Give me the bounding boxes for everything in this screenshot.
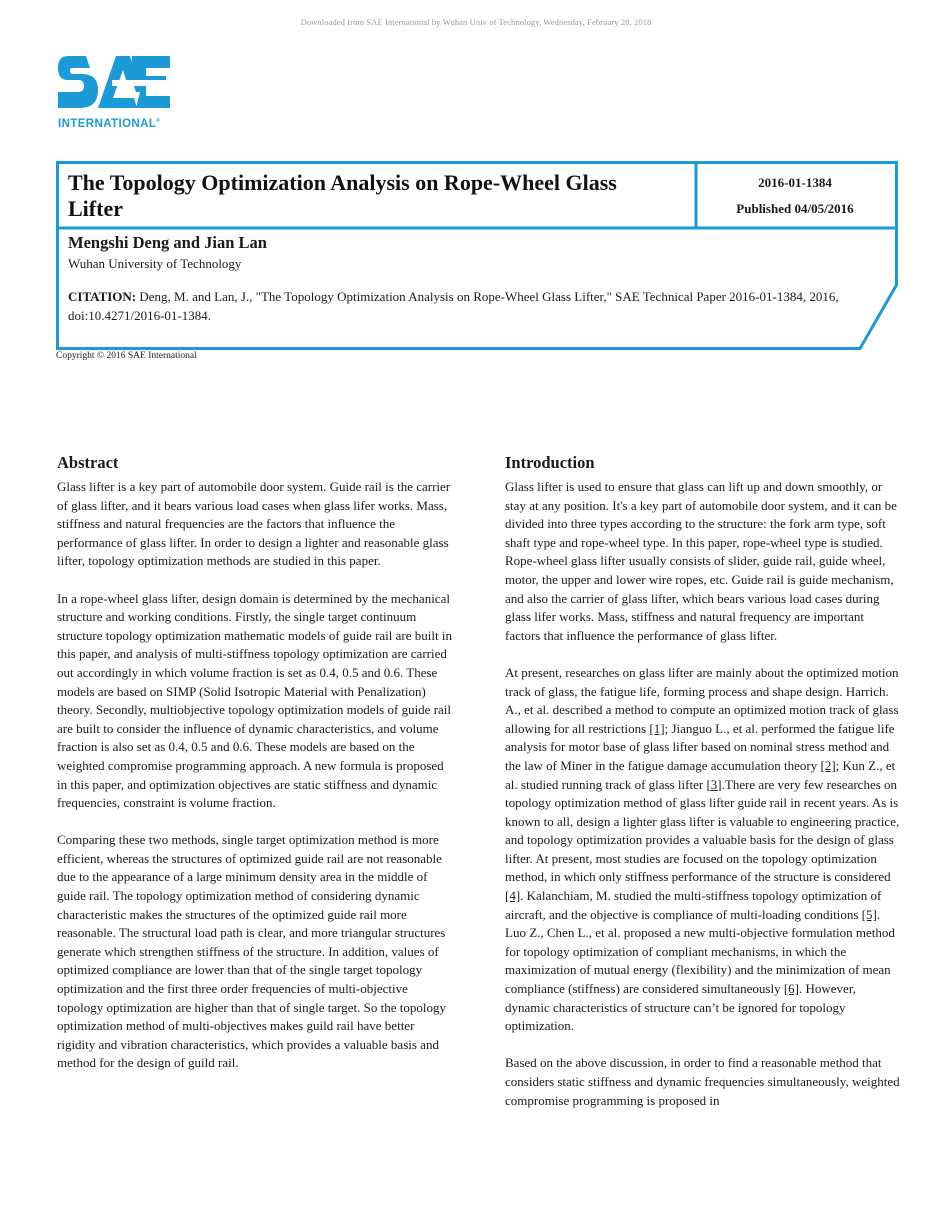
introduction-paragraph-2: At present, researches on glass lifter are mainly about the optimized motion track of glass, the fatigue life, forming process and shape design. Harrich. A., et al. described a method to compute an optimized motion track of glass allowing for all restrictions [1]; Jianguo L., et al. performed the fatigue life analysis for motor base of glass lifter based on nominal stress method and the law of Miner in the fatigue damage accumulation theory [2]; Kun Z., et al. studied running track of glass lifter [3].There are very few researches on topology optimization method of glass lifter guide rail in recent years. As is known to all, design a lighter glass lifter is valuable to engineering practice, and topology optimization provides a valuable basis for the design of glass lifter. At present, most studies are focused on the topology optimization method, in which only stiffness performance of the structure is considered [4]. Kalanchiam, M. studied the multi-stiffness topology optimization of aircraft, and the objective is compliance of multi-loading conditions [5]. Luo Z., Chen L., et al. proposed a new multi-objective formulation method for topology optimization of compliant mechanisms, in which the maximization of mutual energy (flexibility) and the minimization of mean compliance (stiffness) are considered simultaneously [6]. However, dynamic characteristics of structure can’t be ignored for topology optimization. — [505, 664, 900, 1034]
abstract-section — [57, 452, 453, 1092]
citation — [68, 288, 848, 325]
reference-link-1[interactable]: [1] — [649, 720, 665, 736]
introduction-section — [505, 452, 901, 1129]
sae-logo-mark — [56, 52, 180, 114]
download-note: Downloaded from SAE International by Wuhan Univ of Technology, Wednesday, February 28, 2018 — [300, 17, 652, 27]
affiliation: Wuhan University of Technology — [68, 256, 242, 271]
abstract-paragraph-3: Comparing these two methods, single target optimization method is more efficient, whereas the structures of optimized guide rail are not reasonable due to the appearance of a large minimum density area in the middle of guide rail. The topology optimization method of considering dynamic characteristic makes the structures of the optimized guide rail more reasonable. The structural load path is clear, and more triangular structures generate which strengthen stiffness of the structure. In addition, values of optimized compliance are lower than that of the single target topology optimization and the first three order frequencies of multi-objective topology optimization are higher than that of single target. So the topology optimization method of multi-objectives makes guild rail have better rigidity and vibration characteristics, which provides a valuable basis and method for the design of guild rail. — [57, 832, 446, 1071]
introduction-paragraph-1: Glass lifter is used to ensure that glass can lift up and down smoothly, or stay at any position. It's a key part of automobile door system, and it can be divided into three types according to the structure: the fork arm type, soft shaft type and rope-wheel type. In this paper, rope-wheel type is studied. Rope-wheel glass lifter usually consists of slider, guide rail, guide wheel, motor, the upper and lower wire ropes, etc. Guide rail is guide mechanism, and also the carrier of glass lifter, which bears various load cases during glass lifer works. Mass, stiffness and natural frequency are important factors that influence the performance of glass lifter. — [505, 479, 897, 643]
sae-logo-subtitle: INTERNATIONAL® — [58, 118, 161, 130]
citation-text: Deng, M. and Lan, J., "The Topology Optimization Analysis on Rope-Wheel Glass Lifter," SAE Technical Paper 2016-01-1384, 2016, doi:10.4271/2016-01-1384. — [68, 289, 839, 323]
introduction-heading: Introduction — [505, 453, 595, 472]
reference-link-5[interactable]: [5] — [861, 906, 877, 922]
citation-label: CITATION: — [68, 289, 137, 304]
reference-link-4[interactable]: [4] — [505, 888, 521, 904]
abstract-paragraph-2: In a rope-wheel glass lifter, design domain is determined by the mechanical structure and working conditions. Firstly, the single target continuum structure topology optimization mathematic models of guide rail are built in this paper, and analysis of multi-stiffness topology optimization are carried out accordingly in which volume fraction is set as 0.4, 0.5 and 0.6. These models are based on SIMP (Solid Isotropic Material with Penalization) theory. Secondly, multiobjective topology optimization models of guide rail are built to consider the influence of dynamic characteristics, and volume fraction is also set as 0.4, 0.5 and 0.6. These models are based on the weighted compromise programming approach. A new formula is proposed in this paper, and optimization objectives are static stiffness and dynamic frequencies, constraint is volume fraction. — [57, 590, 452, 811]
abstract-heading: Abstract — [57, 453, 119, 472]
published-date: Published 04/05/2016 — [736, 201, 854, 216]
authors: Mengshi Deng and Jian Lan — [68, 233, 267, 252]
reference-link-3[interactable]: [3] — [706, 776, 722, 792]
abstract-paragraph-1: Glass lifter is a key part of automobile door system. Guide rail is the carrier of glass lifter, and it bears various load cases when glass lifer works. Mass, stiffness and natural frequencies are the factors that influence the performance of glass lifter. In order to design a lighter and reasonable glass lifter, topology optimization methods are studied in this paper. — [57, 479, 451, 569]
paper-title: The Topology Optimization Analysis on Rope-Wheel Glass Lifter — [68, 170, 617, 221]
sae-logo[interactable] — [56, 52, 180, 134]
reference-link-6[interactable]: [6] — [783, 981, 799, 997]
introduction-paragraph-3: Based on the above discussion, in order to find a reasonable method that considers static stiffness and dynamic frequencies simultaneously, weighted compromise programming is proposed in — [505, 1055, 900, 1108]
paper-id: 2016-01-1384 — [758, 175, 832, 190]
copyright: Copyright © 2016 SAE International — [56, 351, 197, 361]
reference-link-2[interactable]: [2] — [820, 757, 836, 773]
